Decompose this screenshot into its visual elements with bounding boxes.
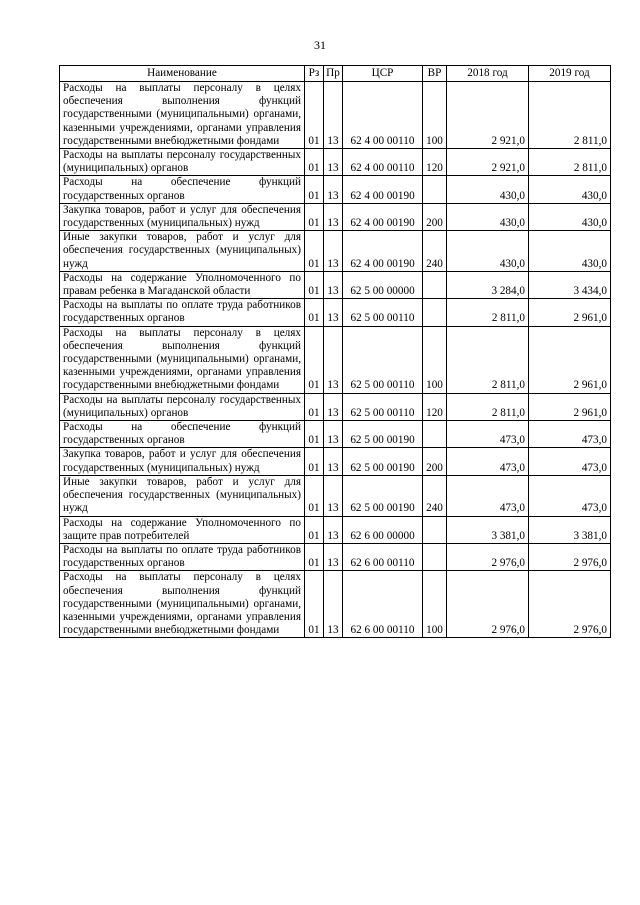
cell-pr: 13 xyxy=(324,82,343,149)
cell-vr: 100 xyxy=(423,326,447,393)
cell-2018: 473,0 xyxy=(447,475,529,516)
table-row xyxy=(60,149,611,176)
cell-csr: 62 6 00 00110 xyxy=(343,571,423,638)
cell-rz: 01 xyxy=(305,271,324,298)
cell-rz: 01 xyxy=(305,231,324,272)
cell-name: Расходы на выплаты по оплате труда работников государственных органов xyxy=(60,543,305,570)
cell-pr: 13 xyxy=(324,149,343,176)
cell-vr: 240 xyxy=(423,475,447,516)
cell-rz: 01 xyxy=(305,571,324,638)
cell-2018: 473,0 xyxy=(447,421,529,448)
cell-pr: 13 xyxy=(324,543,343,570)
cell-2018: 473,0 xyxy=(447,448,529,475)
cell-name: Расходы на обеспечение функций государственных органов xyxy=(60,421,305,448)
cell-csr: 62 4 00 00110 xyxy=(343,82,423,149)
cell-csr: 62 4 00 00190 xyxy=(343,203,423,230)
table-row xyxy=(60,203,611,230)
header-2019: 2019 год xyxy=(529,66,611,82)
cell-vr xyxy=(423,299,447,326)
cell-vr: 120 xyxy=(423,393,447,420)
table-row xyxy=(60,571,611,638)
cell-name: Расходы на содержание Уполномоченного по правам ребенка в Магаданской области xyxy=(60,271,305,298)
cell-2018: 2 811,0 xyxy=(447,393,529,420)
cell-2019: 2 961,0 xyxy=(529,393,611,420)
cell-name: Расходы на выплаты персоналу в целях обеспечения выполнения функций государственными (муниципальными) органами, казенными учреждениями, органами управления государственными внебюджетными фондами xyxy=(60,571,305,638)
header-vr: ВР xyxy=(423,66,447,82)
cell-2018: 2 921,0 xyxy=(447,149,529,176)
cell-pr: 13 xyxy=(324,326,343,393)
cell-2018: 2 976,0 xyxy=(447,571,529,638)
cell-pr: 13 xyxy=(324,271,343,298)
cell-csr: 62 5 00 00110 xyxy=(343,393,423,420)
table-row xyxy=(60,299,611,326)
cell-vr: 200 xyxy=(423,448,447,475)
cell-rz: 01 xyxy=(305,448,324,475)
cell-vr xyxy=(423,176,447,203)
cell-2018: 2 811,0 xyxy=(447,299,529,326)
cell-pr: 13 xyxy=(324,393,343,420)
table-header-row xyxy=(60,66,611,82)
cell-2019: 3 381,0 xyxy=(529,516,611,543)
cell-2018: 430,0 xyxy=(447,203,529,230)
cell-name: Расходы на выплаты по оплате труда работников государственных органов xyxy=(60,299,305,326)
cell-rz: 01 xyxy=(305,203,324,230)
table-row xyxy=(60,448,611,475)
cell-pr: 13 xyxy=(324,475,343,516)
cell-vr: 100 xyxy=(423,82,447,149)
cell-name: Расходы на содержание Уполномоченного по защите прав потребителей xyxy=(60,516,305,543)
cell-name: Расходы на выплаты персоналу в целях обеспечения выполнения функций государственными (муниципальными) органами, казенными учреждениями, органами управления государственными внебюджетными фондами xyxy=(60,326,305,393)
table-body xyxy=(60,82,611,638)
cell-2019: 2 961,0 xyxy=(529,326,611,393)
cell-name: Расходы на обеспечение функций государственных органов xyxy=(60,176,305,203)
header-2018: 2018 год xyxy=(447,66,529,82)
cell-pr: 13 xyxy=(324,448,343,475)
cell-2018: 3 381,0 xyxy=(447,516,529,543)
table-row xyxy=(60,543,611,570)
cell-2018: 430,0 xyxy=(447,231,529,272)
table-row xyxy=(60,516,611,543)
cell-csr: 62 5 00 00190 xyxy=(343,448,423,475)
cell-name: Расходы на выплаты персоналу государственных (муниципальных) органов xyxy=(60,149,305,176)
cell-rz: 01 xyxy=(305,176,324,203)
header-pr: Пр xyxy=(324,66,343,82)
cell-rz: 01 xyxy=(305,82,324,149)
cell-csr: 62 5 00 00110 xyxy=(343,326,423,393)
cell-name: Иные закупки товаров, работ и услуг для обеспечения государственных (муниципальных) нужд xyxy=(60,475,305,516)
cell-rz: 01 xyxy=(305,543,324,570)
table-row xyxy=(60,82,611,149)
table-row xyxy=(60,231,611,272)
cell-2019: 2 811,0 xyxy=(529,149,611,176)
cell-csr: 62 5 00 00000 xyxy=(343,271,423,298)
table-row xyxy=(60,326,611,393)
cell-vr xyxy=(423,271,447,298)
cell-pr: 13 xyxy=(324,299,343,326)
cell-rz: 01 xyxy=(305,393,324,420)
cell-2018: 3 284,0 xyxy=(447,271,529,298)
cell-rz: 01 xyxy=(305,149,324,176)
cell-vr: 240 xyxy=(423,231,447,272)
cell-csr: 62 5 00 00190 xyxy=(343,421,423,448)
cell-csr: 62 4 00 00190 xyxy=(343,176,423,203)
cell-2018: 2 976,0 xyxy=(447,543,529,570)
cell-csr: 62 5 00 00190 xyxy=(343,475,423,516)
cell-pr: 13 xyxy=(324,516,343,543)
cell-rz: 01 xyxy=(305,516,324,543)
cell-vr: 120 xyxy=(423,149,447,176)
cell-vr xyxy=(423,516,447,543)
cell-2019: 2 811,0 xyxy=(529,82,611,149)
cell-rz: 01 xyxy=(305,475,324,516)
cell-pr: 13 xyxy=(324,421,343,448)
header-csr: ЦСР xyxy=(343,66,423,82)
table-row xyxy=(60,421,611,448)
cell-2019: 2 961,0 xyxy=(529,299,611,326)
cell-pr: 13 xyxy=(324,571,343,638)
cell-2018: 2 811,0 xyxy=(447,326,529,393)
table-row xyxy=(60,475,611,516)
cell-2019: 3 434,0 xyxy=(529,271,611,298)
table-row xyxy=(60,271,611,298)
cell-2019: 430,0 xyxy=(529,231,611,272)
cell-csr: 62 4 00 00190 xyxy=(343,231,423,272)
cell-vr xyxy=(423,421,447,448)
cell-rz: 01 xyxy=(305,326,324,393)
cell-rz: 01 xyxy=(305,299,324,326)
cell-2019: 430,0 xyxy=(529,176,611,203)
cell-csr: 62 5 00 00110 xyxy=(343,299,423,326)
table-row xyxy=(60,176,611,203)
cell-vr: 200 xyxy=(423,203,447,230)
cell-csr: 62 4 00 00110 xyxy=(343,149,423,176)
header-rz: Рз xyxy=(305,66,324,82)
cell-2019: 2 976,0 xyxy=(529,543,611,570)
cell-2018: 2 921,0 xyxy=(447,82,529,149)
cell-name: Закупка товаров, работ и услуг для обеспечения государственных (муниципальных) нужд xyxy=(60,448,305,475)
cell-name: Расходы на выплаты персоналу государственных (муниципальных) органов xyxy=(60,393,305,420)
cell-pr: 13 xyxy=(324,231,343,272)
cell-name: Расходы на выплаты персоналу в целях обеспечения выполнения функций государственными (муниципальными) органами, казенными учреждениями, органами управления государственными внебюджетными фондами xyxy=(60,82,305,149)
cell-2019: 2 976,0 xyxy=(529,571,611,638)
cell-2019: 473,0 xyxy=(529,475,611,516)
cell-rz: 01 xyxy=(305,421,324,448)
header-name: Наименование xyxy=(60,66,305,82)
cell-pr: 13 xyxy=(324,176,343,203)
cell-2019: 430,0 xyxy=(529,203,611,230)
cell-vr xyxy=(423,543,447,570)
cell-csr: 62 6 00 00110 xyxy=(343,543,423,570)
cell-2018: 430,0 xyxy=(447,176,529,203)
cell-vr: 100 xyxy=(423,571,447,638)
cell-2019: 473,0 xyxy=(529,448,611,475)
budget-table xyxy=(59,65,611,638)
cell-pr: 13 xyxy=(324,203,343,230)
cell-csr: 62 6 00 00000 xyxy=(343,516,423,543)
table-row xyxy=(60,393,611,420)
cell-name: Закупка товаров, работ и услуг для обеспечения государственных (муниципальных) нужд xyxy=(60,203,305,230)
cell-name: Иные закупки товаров, работ и услуг для обеспечения государственных (муниципальных) нужд xyxy=(60,231,305,272)
cell-2019: 473,0 xyxy=(529,421,611,448)
page-number: 31 xyxy=(314,38,326,52)
